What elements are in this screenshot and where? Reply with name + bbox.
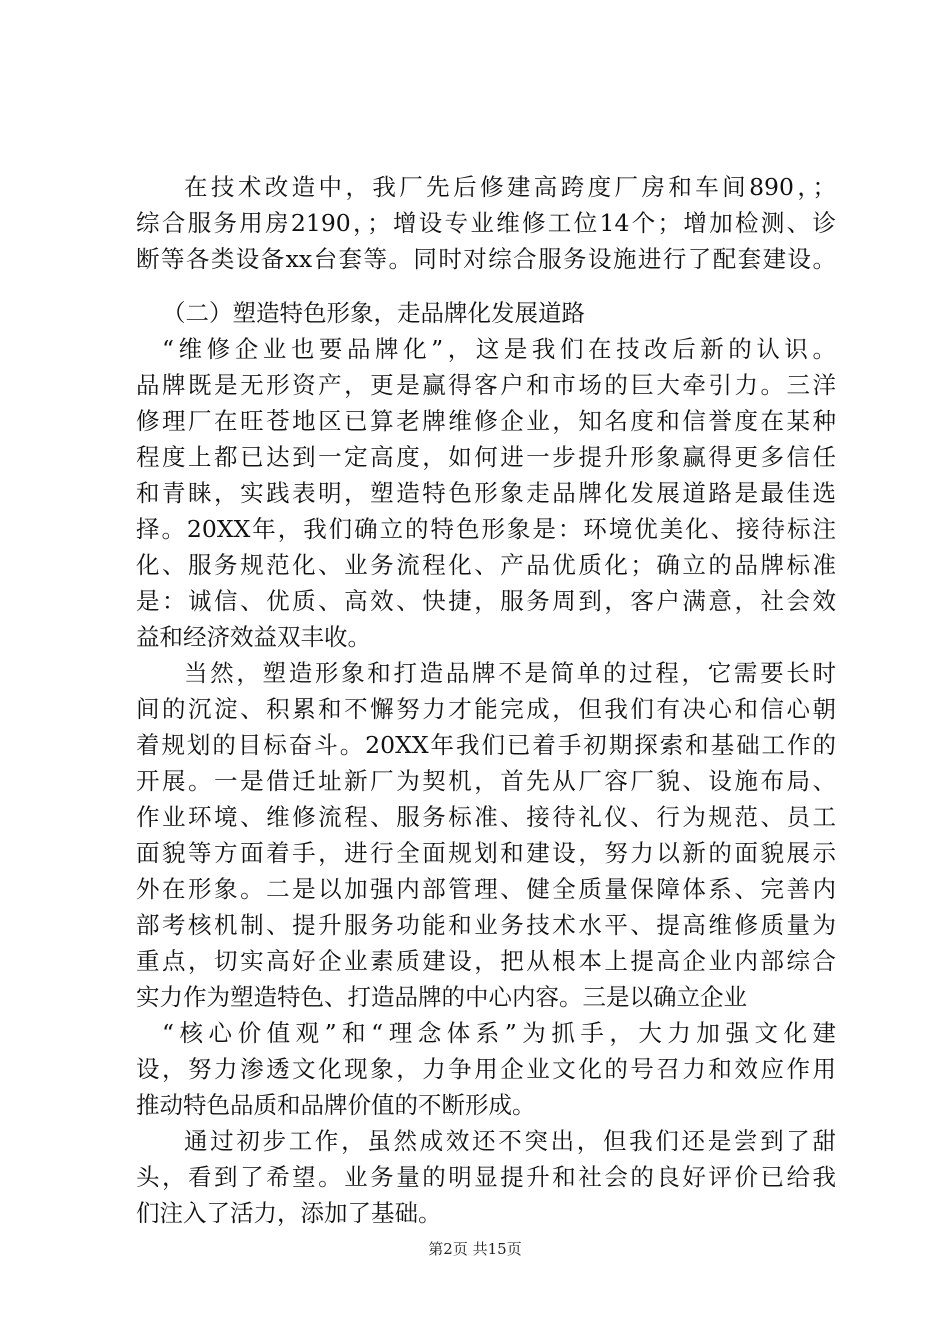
paragraph-line: 品牌既是无形资产，更是赢得客户和市场的巨大牵引力。三洋 [136, 371, 836, 399]
paragraph-line: 实力作为塑造特色、打造品牌的中心内容。三是以确立企业 [136, 983, 747, 1011]
paragraph-line: 开展。一是借迁址新厂为契机，首先从厂容厂貌、设施布局、 [136, 767, 836, 795]
paragraph-line: 当然，塑造形象和打造品牌不是简单的过程，它需要长时 [184, 659, 836, 687]
paragraph-line: 是：诚信、优质、高效、快捷，服务周到，客户满意，社会效 [136, 587, 836, 615]
paragraph-line: 部考核机制、提升服务功能和业务技术水平、提高维修质量为 [136, 911, 836, 939]
paragraph-line: 推动特色品质和品牌价值的不断形成。 [136, 1091, 536, 1119]
paragraph-line: 间的沉淀、积累和不懈努力才能完成，但我们有决心和信心朝 [136, 695, 836, 723]
page-number: 第2页 共15页 [428, 1240, 522, 1258]
section-heading: （二）塑造特色形象，走品牌化发展道路 [162, 299, 585, 327]
paragraph-line: 择。20XX年，我们确立的特色形象是：环境优美化、接待标注 [136, 515, 836, 543]
paragraph-line: 断等各类设备xx台套等。同时对综合服务设施进行了配套建设。 [136, 245, 836, 273]
paragraph-line: 益和经济效益双丰收。 [136, 623, 371, 651]
paragraph-line: 面貌等方面着手，进行全面规划和建设，努力以新的面貌展示 [136, 839, 836, 867]
paragraph-line: “核心价值观”和“理念体系”为抓手，大力加强文化建 [162, 1019, 836, 1047]
paragraph-line: 头，看到了希望。业务量的明显提升和社会的良好评价已给我 [136, 1163, 836, 1191]
paragraph-line: 通过初步工作，虽然成效还不突出，但我们还是尝到了甜 [184, 1127, 836, 1155]
paragraph-line: 外在形象。二是以加强内部管理、健全质量保障体系、完善内 [136, 875, 836, 903]
paragraph-line: 着规划的目标奋斗。20XX年我们已着手初期探索和基础工作的 [136, 731, 836, 759]
paragraph-line: “维修企业也要品牌化”，这是我们在技改后新的认识。 [162, 335, 836, 363]
paragraph-line: 化、服务规范化、业务流程化、产品优质化；确立的品牌标准 [136, 551, 836, 579]
paragraph-line: 修理厂在旺苍地区已算老牌维修企业，知名度和信誉度在某种 [136, 407, 836, 435]
paragraph-line: 综合服务用房2190，；增设专业维修工位14个；增加检测、诊 [136, 209, 836, 237]
paragraph-line: 们注入了活力，添加了基础。 [136, 1199, 442, 1227]
paragraph-line: 设，努力渗透文化现象，力争用企业文化的号召力和效应作用 [136, 1055, 836, 1083]
paragraph-line: 作业环境、维修流程、服务标准、接待礼仪、行为规范、员工 [136, 803, 836, 831]
paragraph-line: 程度上都已达到一定高度，如何进一步提升形象赢得更多信任 [136, 443, 836, 471]
paragraph-line: 在技术改造中，我厂先后修建高跨度厂房和车间890，； [184, 173, 836, 201]
paragraph-line: 和青睐，实践表明，塑造特色形象走品牌化发展道路是最佳选 [136, 479, 836, 507]
paragraph-line: 重点，切实高好企业素质建设，把从根本上提高企业内部综合 [136, 947, 836, 975]
